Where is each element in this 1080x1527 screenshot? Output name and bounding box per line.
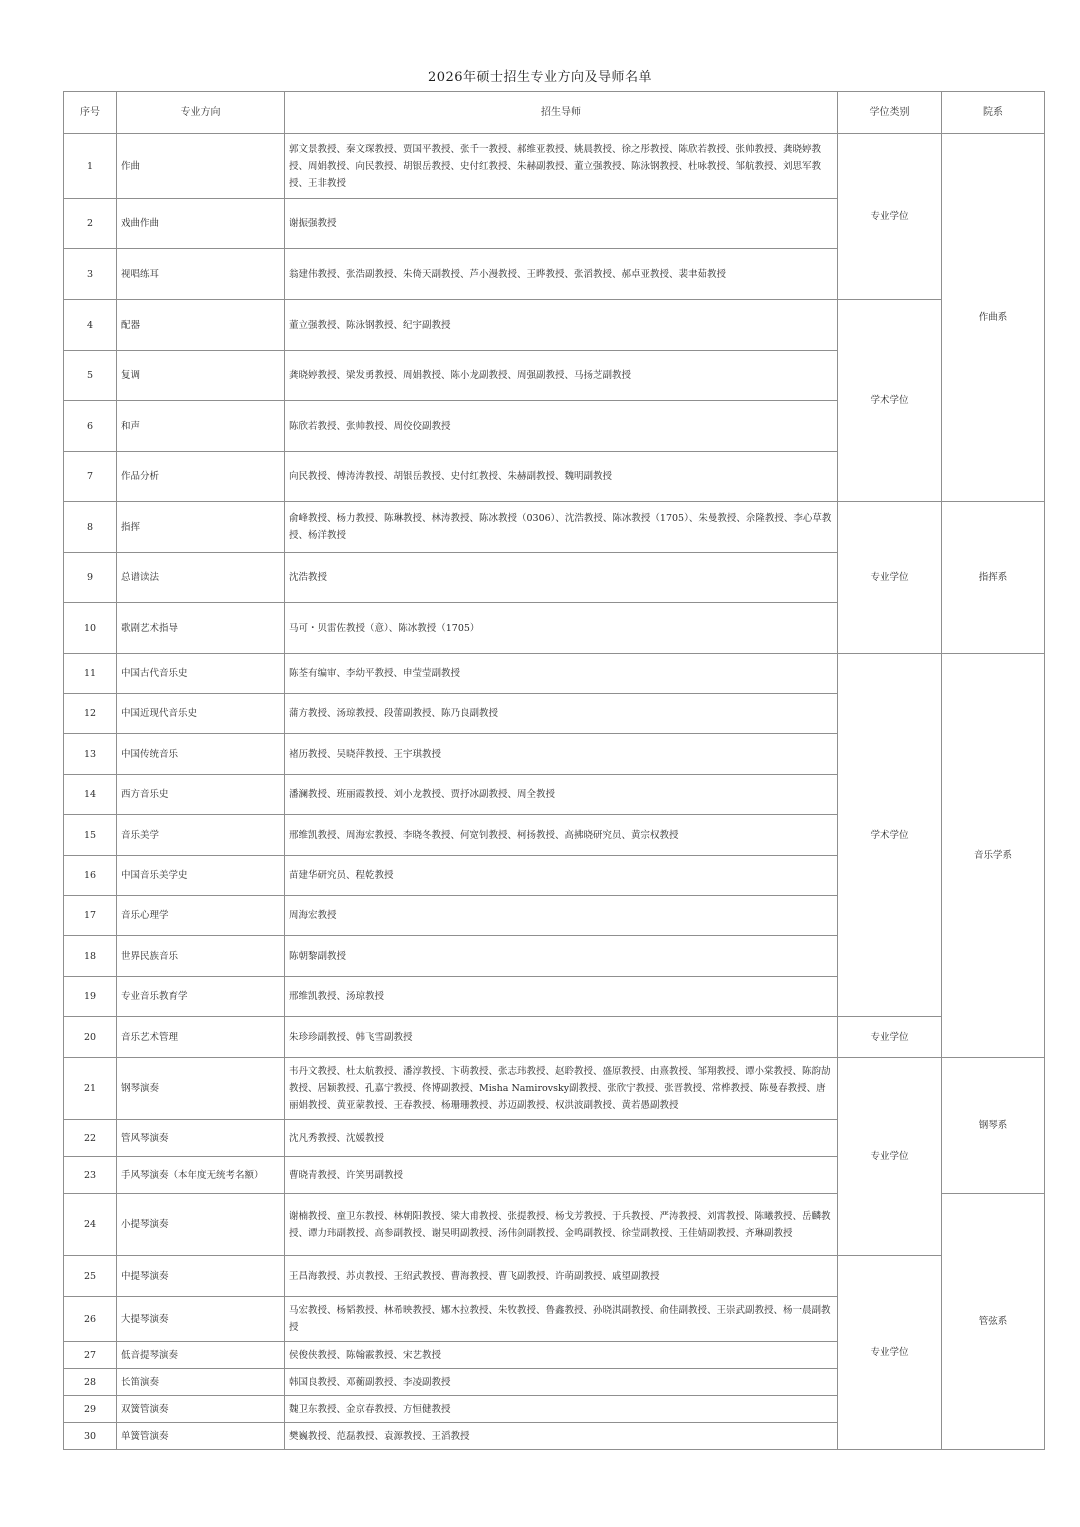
row-index: 30 (64, 1423, 117, 1450)
row-index: 27 (64, 1342, 117, 1369)
row-index: 12 (64, 694, 117, 734)
row-index: 21 (64, 1058, 117, 1120)
degree-type: 专业学位 (838, 1256, 942, 1450)
major-name: 中国近现代音乐史 (117, 694, 285, 734)
advisor-list: 周海宏教授 (285, 896, 838, 936)
row-index: 11 (64, 654, 117, 694)
row-index: 8 (64, 502, 117, 553)
row-index: 9 (64, 553, 117, 603)
major-name: 作品分析 (117, 452, 285, 502)
row-index: 7 (64, 452, 117, 502)
advisor-list: 向民教授、傅涛涛教授、胡银岳教授、史付红教授、朱赫副教授、魏明副教授 (285, 452, 838, 502)
major-name: 歌剧艺术指导 (117, 603, 285, 654)
advisor-list: 曹晓青教授、许笑男副教授 (285, 1157, 838, 1194)
advisor-list: 魏卫东教授、金京春教授、方恒健教授 (285, 1396, 838, 1423)
row-index: 24 (64, 1194, 117, 1256)
row-index: 17 (64, 896, 117, 936)
major-name: 世界民族音乐 (117, 936, 285, 977)
major-name: 单簧管演奏 (117, 1423, 285, 1450)
advisor-list: 陈欣若教授、张帅教授、周佼佼副教授 (285, 401, 838, 452)
advisor-table (63, 91, 1045, 1450)
major-name: 戏曲作曲 (117, 199, 285, 249)
major-name: 中提琴演奏 (117, 1256, 285, 1297)
major-name: 钢琴演奏 (117, 1058, 285, 1120)
advisor-list: 马可・贝雷佐教授（意）、陈冰教授（1705） (285, 603, 838, 654)
advisor-list: 谢楠教授、童卫东教授、林朝阳教授、梁大甫教授、张提教授、杨戈芳教授、于兵教授、严涛教授、刘霄教授、陈曦教授、岳麟教授、谭力玮副教授、高参副教授、谢昊明副教授、汤伟剑副教授、金鸣副教授、徐莹副教授、王佳婧副教授、齐琳副教授 (285, 1194, 838, 1256)
advisor-list: 邢维凯教授、汤琼教授 (285, 977, 838, 1017)
header-degree: 学位类别 (838, 92, 942, 134)
advisor-list: 王昌海教授、苏贞教授、王绍武教授、曹海教授、曹飞副教授、许萌副教授、戚望副教授 (285, 1256, 838, 1297)
department: 管弦系 (942, 1194, 1045, 1450)
table-row (64, 1017, 1045, 1058)
advisor-list: 朱珍珍副教授、韩飞雪副教授 (285, 1017, 838, 1058)
row-index: 1 (64, 134, 117, 199)
major-name: 双簧管演奏 (117, 1396, 285, 1423)
row-index: 13 (64, 734, 117, 775)
header-advisors: 招生导师 (285, 92, 838, 134)
major-name: 长笛演奏 (117, 1369, 285, 1396)
advisor-list: 陈朝黎副教授 (285, 936, 838, 977)
major-name: 作曲 (117, 134, 285, 199)
advisor-list: 翁建伟教授、张浩副教授、朱倚天副教授、芦小漫教授、王晔教授、张滔教授、郝卓亚教授、裴聿茹教授 (285, 249, 838, 300)
major-name: 音乐美学 (117, 815, 285, 856)
advisor-list: 董立强教授、陈泳钢教授、纪宇副教授 (285, 300, 838, 351)
major-name: 手风琴演奏（本年度无统考名额） (117, 1157, 285, 1194)
department: 音乐学系 (942, 654, 1045, 1058)
header-row (64, 92, 1045, 134)
table-row (64, 134, 1045, 199)
table-row (64, 1058, 1045, 1120)
row-index: 4 (64, 300, 117, 351)
degree-type: 专业学位 (838, 1017, 942, 1058)
row-index: 28 (64, 1369, 117, 1396)
degree-type: 学术学位 (838, 654, 942, 1017)
row-index: 26 (64, 1297, 117, 1342)
advisor-list: 褚历教授、吴晓萍教授、王宇琪教授 (285, 734, 838, 775)
advisor-list: 蒲方教授、汤琼教授、段蕾副教授、陈乃良副教授 (285, 694, 838, 734)
degree-type: 学术学位 (838, 300, 942, 502)
advisor-list: 韦丹文教授、杜太航教授、潘淳教授、卞萌教授、张志玮教授、赵聆教授、盛原教授、由熹教授、邹翔教授、谭小棠教授、陈韵劼教授、居颖教授、孔嘉宁教授、佟博副教授、Misha Namirovsky副教授、张欣宁教授、张晋教授、常桦教授、陈曼春教授、唐丽娟教授、黄亚蒙教授、王春教授、杨珊珊教授、苏迈副教授、权洪波副教授、黄若愚副教授 (285, 1058, 838, 1120)
row-index: 15 (64, 815, 117, 856)
row-index: 20 (64, 1017, 117, 1058)
row-index: 23 (64, 1157, 117, 1194)
major-name: 指挥 (117, 502, 285, 553)
major-name: 视唱练耳 (117, 249, 285, 300)
row-index: 10 (64, 603, 117, 654)
major-name: 复调 (117, 351, 285, 401)
row-index: 14 (64, 775, 117, 815)
row-index: 18 (64, 936, 117, 977)
advisor-list: 马宏教授、杨韬教授、林希映教授、娜木拉教授、朱牧教授、鲁鑫教授、孙晓淇副教授、俞佳副教授、王崇武副教授、杨一晨副教授 (285, 1297, 838, 1342)
department: 钢琴系 (942, 1058, 1045, 1194)
advisor-list: 俞峰教授、杨力教授、陈琳教授、林涛教授、陈冰教授（0306）、沈浩教授、陈冰教授（1705）、朱曼教授、佘隆教授、李心草教授、杨洋教授 (285, 502, 838, 553)
major-name: 和声 (117, 401, 285, 452)
advisor-list: 侯俊侠教授、陈翰霰教授、宋艺教授 (285, 1342, 838, 1369)
row-index: 6 (64, 401, 117, 452)
major-name: 西方音乐史 (117, 775, 285, 815)
table-row (64, 1256, 1045, 1297)
row-index: 22 (64, 1120, 117, 1157)
degree-type: 专业学位 (838, 134, 942, 300)
major-name: 音乐心理学 (117, 896, 285, 936)
major-name: 专业音乐教育学 (117, 977, 285, 1017)
major-name: 中国传统音乐 (117, 734, 285, 775)
major-name: 小提琴演奏 (117, 1194, 285, 1256)
advisor-list: 樊巍教授、范磊教授、袁源教授、王滔教授 (285, 1423, 838, 1450)
advisor-list: 潘澜教授、班丽霞教授、刘小龙教授、贾抒冰副教授、周全教授 (285, 775, 838, 815)
advisor-list: 谢振强教授 (285, 199, 838, 249)
advisor-list: 郭文景教授、秦文琛教授、贾国平教授、张千一教授、郝维亚教授、姚晨教授、徐之彤教授、陈欣若教授、张帅教授、龚晓婷教授、周娟教授、向民教授、胡银岳教授、史付红教授、朱赫副教授、董立强教授、陈泳钢教授、杜咏教授、邹航教授、刘思军教授、王非教授 (285, 134, 838, 199)
row-index: 19 (64, 977, 117, 1017)
major-name: 管风琴演奏 (117, 1120, 285, 1157)
header-major: 专业方向 (117, 92, 285, 134)
table-row (64, 300, 1045, 351)
major-name: 中国古代音乐史 (117, 654, 285, 694)
advisor-list: 苗建华研究员、程乾教授 (285, 856, 838, 896)
major-name: 中国音乐美学史 (117, 856, 285, 896)
major-name: 低音提琴演奏 (117, 1342, 285, 1369)
department: 指挥系 (942, 502, 1045, 654)
advisor-list: 陈荃有编审、李幼平教授、申莹莹副教授 (285, 654, 838, 694)
page-title: 2026年硕士招生专业方向及导师名单 (427, 70, 653, 85)
row-index: 16 (64, 856, 117, 896)
degree-type: 专业学位 (838, 1058, 942, 1256)
row-index: 29 (64, 1396, 117, 1423)
row-index: 25 (64, 1256, 117, 1297)
advisor-list: 龚晓婷教授、梁发勇教授、周娟教授、陈小龙副教授、周强副教授、马扬芝副教授 (285, 351, 838, 401)
row-index: 2 (64, 199, 117, 249)
major-name: 音乐艺术管理 (117, 1017, 285, 1058)
department: 作曲系 (942, 134, 1045, 502)
degree-type: 专业学位 (838, 502, 942, 654)
advisor-list: 邢维凯教授、周海宏教授、李晓冬教授、何宽钊教授、柯扬教授、高拂晓研究员、黄宗权教授 (285, 815, 838, 856)
advisor-list: 沈凡秀教授、沈媛教授 (285, 1120, 838, 1157)
advisor-list: 沈浩教授 (285, 553, 838, 603)
advisor-list: 韩国良教授、邓蘅副教授、李凌副教授 (285, 1369, 838, 1396)
major-name: 总谱读法 (117, 553, 285, 603)
major-name: 大提琴演奏 (117, 1297, 285, 1342)
table-row (64, 654, 1045, 694)
major-name: 配器 (117, 300, 285, 351)
header-department: 院系 (942, 92, 1045, 134)
row-index: 5 (64, 351, 117, 401)
header-index: 序号 (64, 92, 117, 134)
row-index: 3 (64, 249, 117, 300)
table-row (64, 502, 1045, 553)
